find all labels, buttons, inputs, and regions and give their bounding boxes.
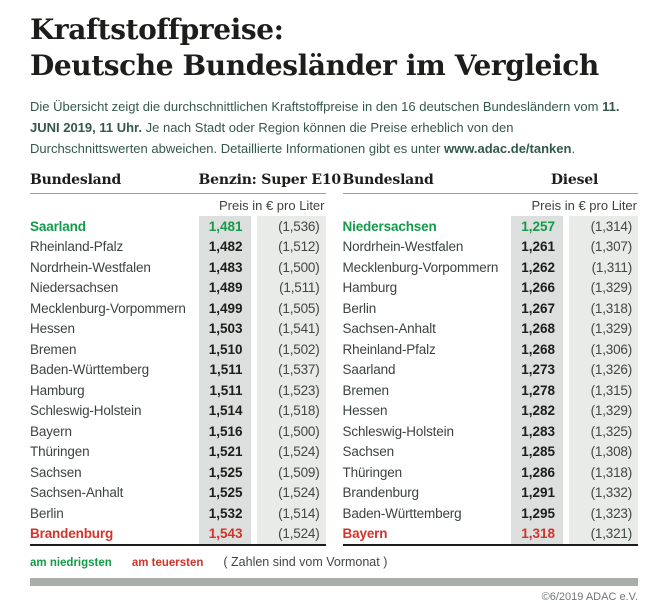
previous-month-value: (1,536) [257,216,326,237]
copyright-text: ©6/2019 ADAC e.V. [541,591,638,603]
table-row [343,462,639,483]
intro-paragraph [30,96,634,159]
table-row [30,462,326,483]
state-name: Sachsen [30,464,82,480]
table-row [30,216,326,237]
state-name: Schleswig-Holstein [30,403,142,419]
price-value: 1,267 [511,298,563,319]
state-name: Mecklenburg-Vorpommern [342,259,499,275]
table-row [30,319,326,340]
previous-month-value: (1,500) [257,257,326,278]
table-row [30,278,326,299]
price-value: 1,286 [511,462,563,483]
price-value: 1,525 [199,483,251,504]
price-value: 1,521 [199,442,251,463]
previous-month-value: (1,524) [257,483,326,504]
previous-month-value: (1,329) [569,319,638,340]
page-title-line2: Deutsche Bundesländer im Vergleich [30,49,599,82]
previous-month-value: (1,314) [569,216,638,237]
table-row [30,421,326,442]
intro-text-2: Je nach Stadt oder Region können die Preise erheblich von den Durchschnittswerten abweichen. Detaillierte Informationen gibt es unter [30,120,514,156]
state-name: Sachsen [342,444,394,460]
benzin-unit-label: Preis in € pro Liter [219,197,325,213]
table-row [30,380,326,401]
table-row [30,483,326,504]
intro-url: www.adac.de/tanken [444,141,572,156]
price-value: 1,543 [199,524,251,545]
price-value: 1,503 [199,319,251,340]
price-value: 1,525 [199,462,251,483]
price-value: 1,273 [511,360,563,381]
table-row [343,421,639,442]
price-value: 1,481 [199,216,251,237]
previous-month-value: (1,512) [257,237,326,258]
table-row [343,257,639,278]
price-value: 1,283 [511,421,563,442]
state-name: Rheinland-Pfalz [342,341,436,357]
state-name: Niedersachsen [342,218,437,234]
benzin-table [30,172,341,546]
state-name: Hamburg [342,280,397,296]
benzin-fuel-header: Benzin: Super E10 [198,172,341,188]
price-value: 1,318 [511,524,563,545]
previous-month-value: (1,537) [257,360,326,381]
price-value: 1,266 [511,278,563,299]
state-name: Sachsen-Anhalt [342,321,436,337]
diesel-region-header: Bundesland [342,172,434,188]
previous-month-value: (1,509) [257,462,326,483]
table-row [30,442,326,463]
previous-month-value: (1,318) [569,462,638,483]
table-row [343,298,639,319]
previous-month-value: (1,524) [257,524,326,545]
table-row [30,524,326,545]
table-row [343,319,639,340]
previous-month-value: (1,315) [569,380,638,401]
price-value: 1,532 [199,503,251,524]
state-name: Mecklenburg-Vorpommern [30,300,186,316]
price-value: 1,262 [511,257,563,278]
table-row [30,339,326,360]
previous-month-value: (1,326) [569,360,638,381]
table-row [343,503,639,524]
price-value: 1,499 [199,298,251,319]
state-name: Thüringen [342,464,402,480]
previous-month-value: (1,306) [569,339,638,360]
price-value: 1,268 [511,319,563,340]
state-name: Niedersachsen [30,280,119,296]
benzin-table-header [30,172,341,194]
previous-month-value: (1,323) [569,503,638,524]
previous-month-value: (1,332) [569,483,638,504]
state-name: Nordrhein-Westfalen [342,239,464,255]
state-name: Berlin [342,300,377,316]
previous-month-value: (1,541) [257,319,326,340]
state-name: Bayern [30,423,72,439]
price-value: 1,257 [511,216,563,237]
previous-month-value: (1,502) [257,339,326,360]
previous-month-value: (1,514) [257,503,326,524]
previous-month-value: (1,318) [569,298,638,319]
previous-month-value: (1,308) [569,442,638,463]
state-name: Thüringen [30,444,90,460]
previous-month-value: (1,329) [569,401,638,422]
previous-month-value: (1,325) [569,421,638,442]
intro-text: Die Übersicht zeigt die durchschnittlichen Kraftstoffpreise in den 16 deutschen Bundesländern vom [30,99,603,114]
state-name: Bremen [342,382,389,398]
table-row [343,401,639,422]
state-name: Bremen [30,341,77,357]
price-value: 1,511 [199,360,251,381]
price-value: 1,489 [199,278,251,299]
price-value: 1,516 [199,421,251,442]
table-row [343,524,639,545]
table-row [30,298,326,319]
price-value: 1,514 [199,401,251,422]
previous-month-value: (1,511) [257,278,326,299]
divider-bar [30,578,638,586]
legend-lowest-label: am niedrigsten [30,557,112,569]
price-value: 1,285 [511,442,563,463]
price-value: 1,278 [511,380,563,401]
table-row [343,216,639,237]
state-name: Baden-Württemberg [342,505,462,521]
diesel-unit-row [343,194,639,216]
diesel-unit-label: Preis in € pro Liter [531,197,637,213]
price-value: 1,291 [511,483,563,504]
diesel-table-header [343,172,639,194]
previous-month-value: (1,307) [569,237,638,258]
previous-month-value: (1,329) [569,278,638,299]
legend-highest-label: am teuersten [131,557,204,569]
table-row [343,360,639,381]
previous-month-value: (1,311) [569,257,638,278]
table-row [343,237,639,258]
state-name: Berlin [30,505,64,521]
state-name: Rheinland-Pfalz [30,239,124,255]
price-value: 1,268 [511,339,563,360]
previous-month-value: (1,524) [257,442,326,463]
legend [30,555,638,569]
state-name: Hessen [30,321,75,337]
intro-date: 11. JUNI 2019, 11 Uhr. [30,99,620,135]
state-name: Brandenburg [30,526,114,542]
diesel-table [343,172,639,546]
diesel-rows [343,216,639,546]
price-value: 1,483 [199,257,251,278]
intro-period: . [571,141,576,156]
table-row [30,257,326,278]
state-name: Saarland [342,362,396,378]
previous-month-value: (1,321) [569,524,638,545]
state-name: Brandenburg [342,485,419,501]
benzin-region-header: Bundesland [30,172,122,188]
price-value: 1,511 [199,380,251,401]
table-row [343,380,639,401]
diesel-fuel-header: Diesel [550,172,599,188]
price-value: 1,482 [199,237,251,258]
previous-month-value: (1,523) [257,380,326,401]
state-name: Schleswig-Holstein [342,423,454,439]
page-title [30,12,638,84]
table-row [343,339,639,360]
price-value: 1,510 [199,339,251,360]
previous-month-value: (1,500) [257,421,326,442]
price-value: 1,261 [511,237,563,258]
table-row [30,237,326,258]
table-row [30,503,326,524]
benzin-rows [30,216,326,546]
table-row [343,442,639,463]
price-value: 1,282 [511,401,563,422]
previous-month-value: (1,518) [257,401,326,422]
state-name: Sachsen-Anhalt [30,485,124,501]
table-row [30,360,326,381]
state-name: Nordrhein-Westfalen [30,259,151,275]
table-row [343,278,639,299]
previous-month-value: (1,505) [257,298,326,319]
state-name: Hamburg [30,382,85,398]
table-row [30,401,326,422]
state-name: Saarland [30,218,86,234]
state-name: Bayern [342,526,388,542]
legend-note: ( Zahlen sind vom Vormonat ) [223,555,388,569]
page-title-line1: Kraftstoffpreise: [30,13,284,46]
state-name: Hessen [342,403,388,419]
state-name: Baden-Württemberg [30,362,150,378]
benzin-unit-row [30,194,326,216]
price-tables [30,172,638,546]
price-value: 1,295 [511,503,563,524]
table-row [343,483,639,504]
